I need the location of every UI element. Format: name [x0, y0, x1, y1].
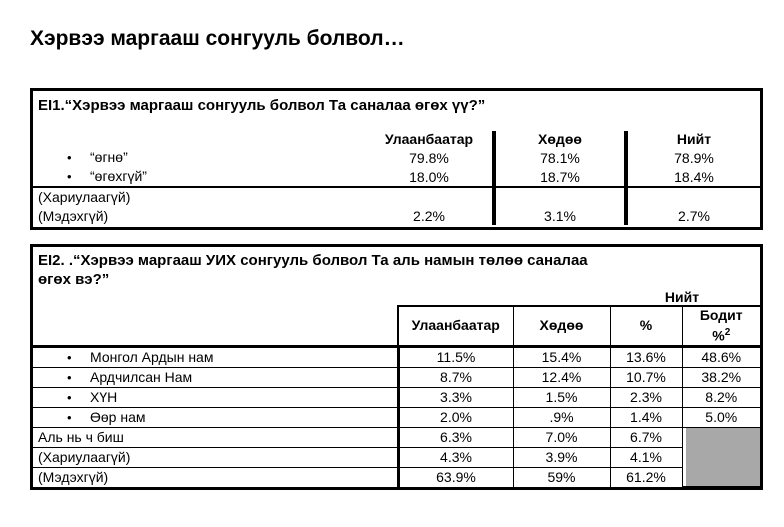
- cell: 7.0%: [513, 427, 610, 447]
- row-label-cell: [33, 206, 366, 225]
- table-row: [33, 187, 760, 206]
- row-label: “өгөхгүй”: [90, 168, 147, 184]
- row-label: Аль нь ч биш: [38, 428, 124, 445]
- cell: 1.5%: [513, 387, 610, 407]
- table-ei2-grid: [33, 305, 760, 487]
- cell: 8.7%: [398, 367, 513, 387]
- row-label: (Мэдэхгүй): [38, 207, 109, 224]
- bullet-icon: •: [67, 409, 72, 425]
- row-label-cell: [33, 346, 398, 367]
- cell: [494, 187, 626, 206]
- table-row: [33, 427, 760, 447]
- row-label: Ардчилсан Нам: [90, 368, 193, 385]
- cell: 13.6%: [610, 346, 682, 367]
- cell: [366, 187, 494, 206]
- table-row: [33, 407, 760, 427]
- row-label: (Хариулаагүй): [38, 448, 131, 465]
- table-header-row: [33, 306, 760, 346]
- cell: 2.2%: [413, 207, 445, 224]
- cell: 1.4%: [610, 407, 682, 427]
- footnote-marker: 2: [724, 327, 731, 338]
- page-title: Хэрвээ маргааш сонгууль болвол…: [30, 27, 405, 50]
- table-row: [33, 148, 760, 167]
- cell: 78.9%: [626, 148, 760, 167]
- table-ei1-grid: [33, 131, 760, 225]
- cell: 18.4%: [626, 167, 760, 187]
- table-row: [33, 387, 760, 407]
- row-label-cell: [33, 447, 398, 467]
- cell: 63.9%: [398, 467, 513, 487]
- bullet-icon: •: [67, 349, 72, 365]
- cell: 18.7%: [494, 167, 626, 187]
- cell: 15.4%: [513, 346, 610, 367]
- row-label: (Хариулаагүй): [38, 189, 131, 205]
- row-label-cell: [33, 187, 366, 206]
- table-row: [33, 346, 760, 367]
- cell: 6.7%: [610, 427, 682, 447]
- column-header-khudoo: Хөдөө: [494, 131, 626, 148]
- table-ei1-title: EI1.“Хэрвээ маргааш сонгууль болвол Та саналаа өгөх үү?”: [38, 97, 486, 114]
- column-header-percent: %: [610, 306, 682, 346]
- cell: 4.3%: [398, 447, 513, 467]
- column-header-ulaanbaatar: Улаанбаатар: [384, 131, 474, 147]
- cell: 3.3%: [398, 387, 513, 407]
- cell: 8.2%: [682, 387, 760, 407]
- table-ei2-title-line2: өгөх вэ?”: [38, 271, 110, 288]
- cell: 10.7%: [610, 367, 682, 387]
- cell: 78.1%: [494, 148, 626, 167]
- cell: 6.3%: [398, 427, 513, 447]
- row-label: Монгол Ардын нам: [90, 348, 214, 365]
- row-label-cell: [33, 467, 398, 487]
- row-label: “өгнө”: [90, 149, 128, 165]
- empty-cell: [33, 131, 366, 148]
- bullet-icon: •: [67, 169, 72, 184]
- cell: 48.6%: [682, 346, 760, 367]
- table-row: [33, 206, 760, 225]
- cell: 12.4%: [513, 367, 610, 387]
- cell: 59%: [513, 467, 610, 487]
- cell: 61.2%: [610, 467, 682, 487]
- row-label-cell: [33, 427, 398, 447]
- row-label-cell: [33, 367, 398, 387]
- cell: 2.0%: [398, 407, 513, 427]
- bullet-icon: •: [67, 369, 72, 385]
- row-label-cell: [33, 407, 398, 427]
- bullet-icon: •: [67, 150, 72, 165]
- cell: 38.2%: [682, 367, 760, 387]
- cell: [626, 187, 760, 206]
- column-header-bodit-line1: Бодит: [699, 307, 743, 323]
- cell: 5.0%: [682, 407, 760, 427]
- row-label-cell: [33, 167, 366, 187]
- table-row: [33, 167, 760, 187]
- column-header-bodit: [682, 306, 760, 346]
- cell: 11.5%: [398, 346, 513, 367]
- cell: 4.1%: [610, 447, 682, 467]
- cell: 3.1%: [494, 206, 626, 225]
- column-header-niit: Нийт: [626, 131, 760, 148]
- cell: 3.9%: [513, 447, 610, 467]
- table-ei2: [30, 244, 763, 490]
- column-header-ulaanbaatar: Улаанбаатар: [398, 306, 513, 346]
- table-row: [33, 447, 760, 467]
- table-row: [33, 367, 760, 387]
- column-header-bodit-line2: %: [712, 327, 725, 344]
- cell: 2.3%: [610, 387, 682, 407]
- row-label: (Мэдэхгүй): [38, 468, 109, 485]
- cell: 2.7%: [626, 206, 760, 225]
- bullet-icon: •: [67, 389, 72, 405]
- table-header-row: [33, 131, 760, 148]
- row-label: Өөр нам: [90, 408, 146, 425]
- cell: .9%: [513, 407, 610, 427]
- group-header-niit: Нийт: [664, 289, 700, 305]
- table-row: [33, 467, 760, 487]
- table-ei2-title-line1: EI2. .“Хэрвээ маргааш УИХ сонгууль болвол Та аль намын төлөө саналаа: [38, 252, 588, 269]
- table-ei1: [30, 88, 763, 230]
- cell: 79.8%: [409, 149, 449, 166]
- empty-cell: [33, 306, 398, 346]
- row-label-cell: [33, 387, 398, 407]
- cell: 18.0%: [409, 168, 449, 185]
- table-ei2-title: [33, 247, 760, 289]
- column-header-khudoo: Хөдөө: [513, 306, 610, 346]
- row-label: ХҮН: [90, 388, 118, 405]
- no-data-gray-cell: [682, 427, 760, 487]
- row-label-cell: [33, 148, 366, 167]
